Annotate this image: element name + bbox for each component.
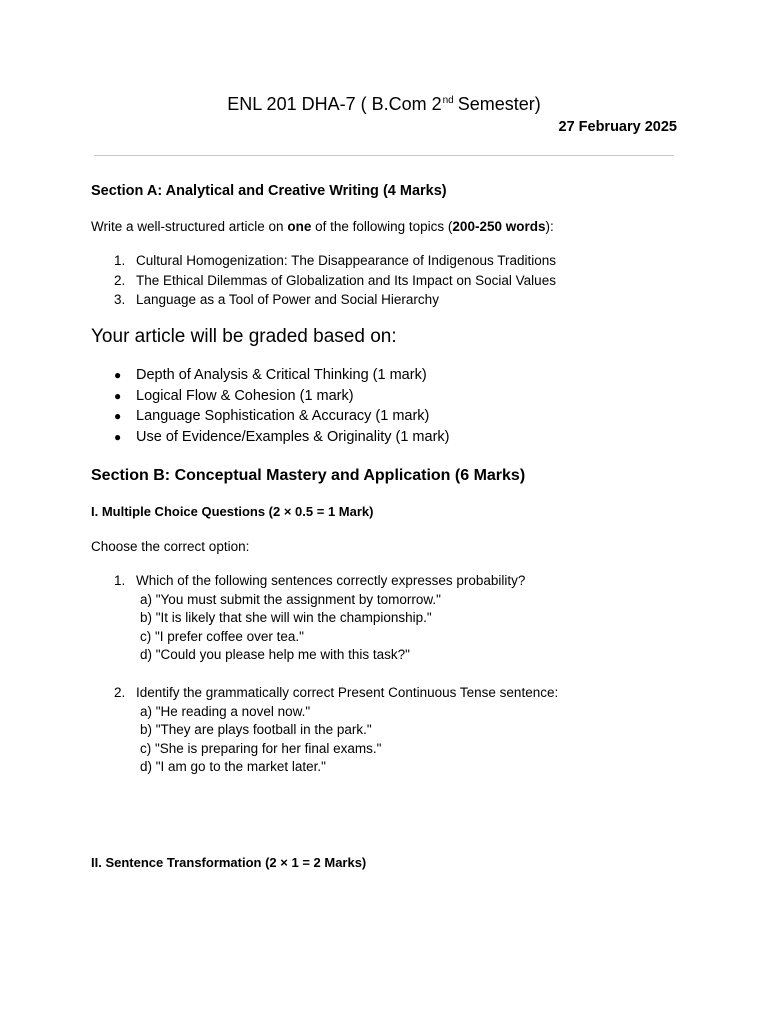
exam-date: 27 February 2025 <box>558 119 677 135</box>
list-item <box>114 427 449 448</box>
question-stem <box>114 684 558 703</box>
option-b: b) "They are plays football in the park." <box>140 722 372 737</box>
instruction-text: of the following topics ( <box>311 219 453 234</box>
list-number: 1. <box>114 253 126 268</box>
question-1 <box>114 572 525 665</box>
question-text: Identify the grammatically correct Present Continuous Tense sentence: <box>136 685 559 700</box>
option-b: b) "It is likely that she will win the championship." <box>140 610 432 625</box>
title-end: Semester) <box>457 94 541 114</box>
section-a-heading: Section A: Analytical and Creative Writing (4 Marks) <box>91 183 447 199</box>
criterion-text: Logical Flow & Cohesion (1 mark) <box>136 387 354 404</box>
bullet-icon: ● <box>114 409 122 423</box>
list-item <box>114 386 449 407</box>
list-item <box>114 365 449 386</box>
question-number: 1. <box>114 573 126 588</box>
list-number: 3. <box>114 292 126 307</box>
question-stem <box>114 572 525 591</box>
transformation-heading: II. Sentence Transformation (2 × 1 = 2 Marks) <box>91 855 367 870</box>
instruction-emphasis-one: one <box>287 219 312 234</box>
page-title <box>0 92 768 116</box>
section-a-instruction <box>91 218 554 236</box>
bullet-icon: ● <box>114 388 122 403</box>
instruction-text: ): <box>545 219 554 234</box>
header-divider <box>94 155 674 156</box>
option-a: a) "You must submit the assignment by tomorrow." <box>140 591 441 607</box>
title-main: ENL 201 DHA-7 ( B.Com 2 <box>227 94 442 114</box>
instruction-text: Write a well-structured article on <box>91 219 288 234</box>
mcq-instruction: Choose the correct option: <box>91 539 250 554</box>
topic-list <box>114 251 556 310</box>
option-c: c) "She is preparing for her final exams." <box>140 740 382 756</box>
list-item <box>114 290 556 310</box>
option-c: c) "I prefer coffee over tea." <box>140 628 304 644</box>
mcq-heading: I. Multiple Choice Questions (2 × 0.5 = 1 Mark) <box>91 504 374 519</box>
section-b-heading: Section B: Conceptual Mastery and Application (6 Marks) <box>91 467 526 484</box>
criterion-text: Depth of Analysis & Critical Thinking (1 mark) <box>136 367 427 383</box>
option-a: a) "He reading a novel now." <box>140 703 311 719</box>
list-number: 2. <box>114 272 126 288</box>
option-d: d) "I am go to the market later." <box>140 759 326 774</box>
criterion-text: Use of Evidence/Examples & Originality (1 mark) <box>136 428 450 445</box>
question-number: 2. <box>114 685 126 700</box>
list-item <box>114 271 556 291</box>
title-superscript: nd <box>442 95 454 106</box>
grading-heading: Your article will be graded based on: <box>91 326 397 347</box>
grading-criteria-list <box>114 365 449 447</box>
list-item <box>114 251 556 271</box>
bullet-icon: ● <box>114 368 122 382</box>
option-list <box>114 591 525 665</box>
bullet-icon: ● <box>114 429 122 444</box>
instruction-word-count: 200-250 words <box>452 219 546 234</box>
question-text: Which of the following sentences correctly expresses probability? <box>136 573 526 588</box>
option-list <box>114 703 558 777</box>
question-2 <box>114 684 558 777</box>
topic-text: The Ethical Dilemmas of Globalization and Its Impact on Social Values <box>136 272 556 288</box>
topic-text: Cultural Homogenization: The Disappearance of Indigenous Traditions <box>136 253 557 268</box>
topic-text: Language as a Tool of Power and Social Hierarchy <box>136 292 439 307</box>
criterion-text: Language Sophistication & Accuracy (1 mark) <box>136 408 430 424</box>
option-d: d) "Could you please help me with this task?" <box>140 647 410 662</box>
list-item <box>114 406 449 427</box>
